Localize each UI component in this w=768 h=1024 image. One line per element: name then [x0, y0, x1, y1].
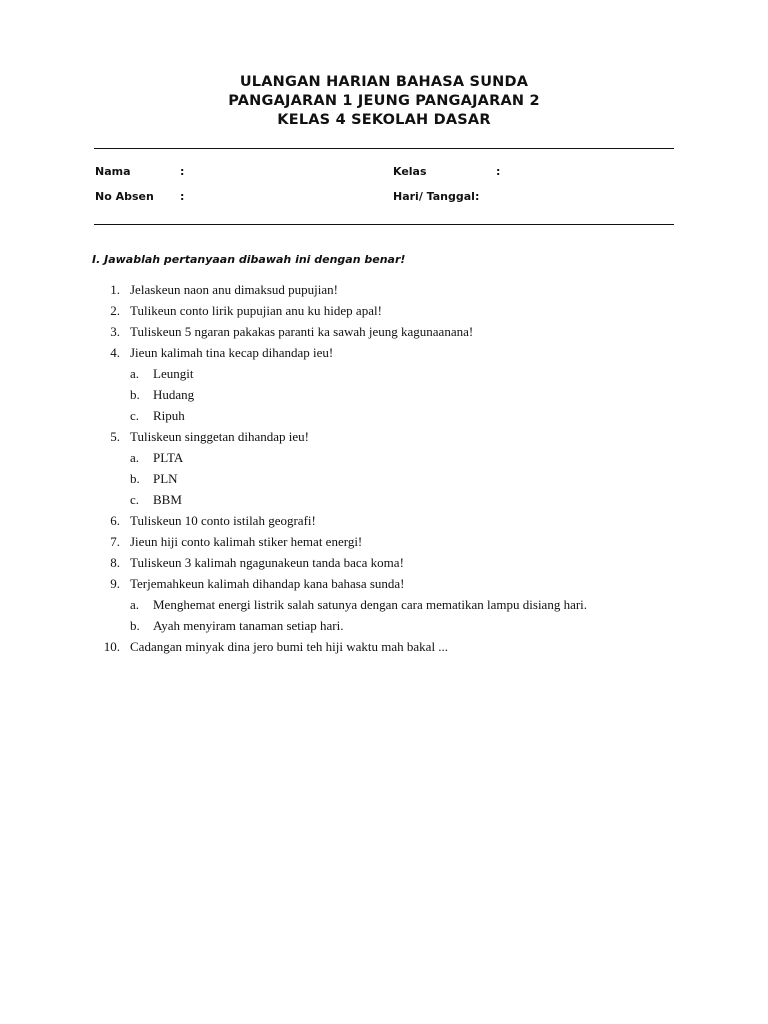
section-heading: I. Jawablah pertanyaan dibawah ini dengan benar! — [92, 253, 406, 266]
question-number: 8. — [110, 555, 120, 570]
bottom-divider — [94, 224, 674, 225]
kelas-colon: : — [496, 165, 501, 178]
question-number: 10. — [103, 639, 120, 654]
question-text: Tuliskeun 3 kalimah ngagunakeun tanda baca koma! — [130, 555, 404, 570]
title-line-3: KELAS 4 SEKOLAH DASAR — [277, 112, 491, 128]
question-text: Terjemahkeun kalimah dihandap kana bahasa sunda! — [130, 576, 405, 591]
question-number: 5. — [110, 429, 120, 444]
question-text: Cadangan minyak dina jero bumi teh hiji waktu mah bakal ... — [130, 639, 449, 654]
hari-tanggal-label: Hari/ Tanggal: — [393, 190, 480, 203]
top-divider — [94, 148, 674, 149]
sub-item-text: Ripuh — [153, 408, 185, 423]
question-text: Jelaskeun naon anu dimaksud pupujian! — [130, 282, 338, 297]
title-line-2: PANGAJARAN 1 JEUNG PANGAJARAN 2 — [228, 93, 540, 109]
no-absen-colon: : — [180, 190, 185, 203]
question-number: 3. — [110, 324, 120, 339]
question-text: Tuliskeun singgetan dihandap ieu! — [130, 429, 309, 444]
question-text: Jieun hiji conto kalimah stiker hemat energi! — [130, 534, 363, 549]
question-number: 4. — [110, 345, 120, 360]
nama-label: Nama — [95, 165, 131, 178]
sub-item-text: BBM — [153, 492, 182, 507]
nama-colon: : — [180, 165, 185, 178]
question-number: 6. — [110, 513, 120, 528]
question-number: 2. — [110, 303, 120, 318]
question-text: Jieun kalimah tina kecap dihandap ieu! — [130, 345, 334, 360]
sub-item-text: PLTA — [153, 450, 184, 465]
sub-item-text: PLN — [153, 471, 178, 486]
sub-item-letter: a. — [130, 597, 140, 612]
sub-item-letter: a. — [130, 450, 140, 465]
no-absen-label: No Absen — [95, 190, 154, 203]
sub-item-text: Ayah menyiram tanaman setiap hari. — [153, 618, 344, 633]
sub-item-letter: b. — [130, 387, 140, 402]
question-number: 1. — [110, 282, 120, 297]
sub-item-text: Leungit — [153, 366, 194, 381]
sub-item-letter: c. — [130, 492, 140, 507]
question-text: Tuliskeun 5 ngaran pakakas paranti ka sawah jeung kagunaanana! — [130, 324, 474, 339]
sub-item-text: Menghemat energi listrik salah satunya dengan cara mematikan lampu disiang hari. — [153, 597, 588, 612]
question-text: Tuliskeun 10 conto istilah geografi! — [130, 513, 316, 528]
question-number: 7. — [110, 534, 120, 549]
question-text: Tulikeun conto lirik pupujian anu ku hidep apal! — [130, 303, 382, 318]
question-number: 9. — [110, 576, 120, 591]
title-line-1: ULANGAN HARIAN BAHASA SUNDA — [239, 74, 529, 90]
kelas-label: Kelas — [393, 165, 427, 178]
sub-item-letter: c. — [130, 408, 140, 423]
sub-item-letter: b. — [130, 471, 140, 486]
sub-item-letter: a. — [130, 366, 140, 381]
sub-item-text: Hudang — [153, 387, 195, 402]
sub-item-letter: b. — [130, 618, 140, 633]
